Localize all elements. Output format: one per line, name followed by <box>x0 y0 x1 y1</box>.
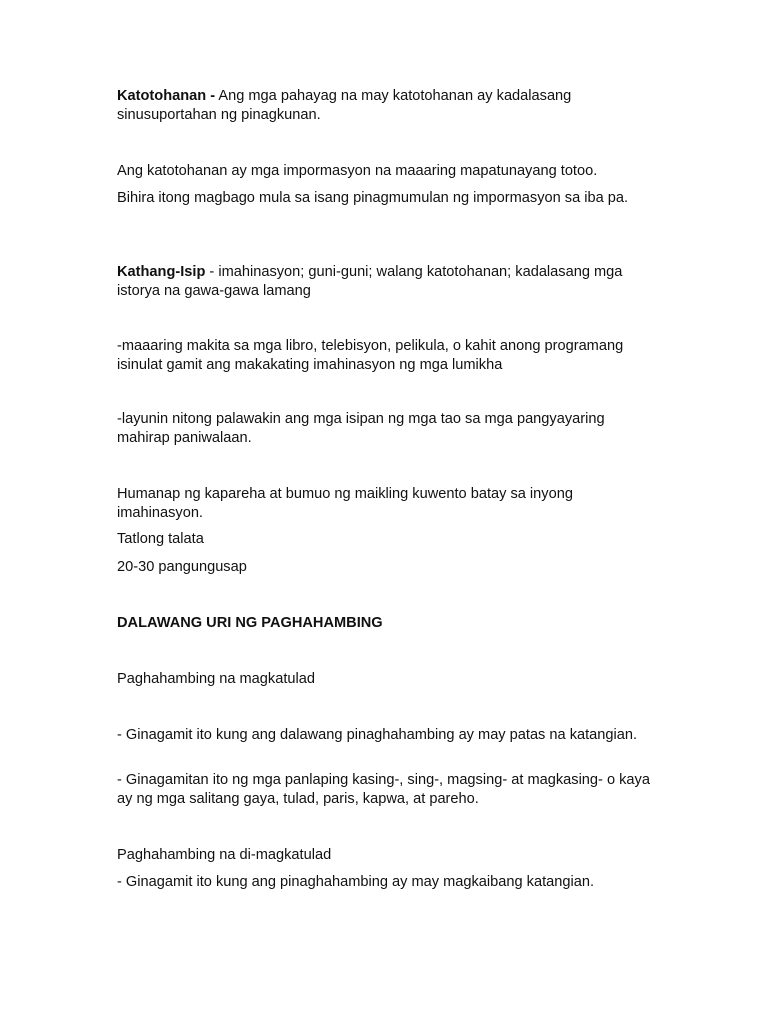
kathang-isip-definition <box>117 263 657 301</box>
section-heading: DALAWANG URI NG PAGHAHAMBING <box>117 615 383 631</box>
magkatulad-usage: - Ginagamitan ito ng mga panlaping kasing-, sing-, magsing- at magkasing- o kaya ay ng mga salitang gaya, tulad, paris, kapwa, at pareho. <box>117 772 650 807</box>
task-sentences: 20-30 pangungusap <box>117 559 247 575</box>
kathang-isip-goal: -layunin nitong palawakin ang mga isipan ng mga tao sa mga pangyayaring mahirap paniwalaan. <box>117 411 605 446</box>
kathang-isip-source: -maaaring makita sa mga libro, telebisyon, pelikula, o kahit anong programang isinulat gamit ang makakating imahinasyon ng mga lumikha <box>117 338 624 373</box>
katotohanan-note: Bihira itong magbago mula sa isang pinagmumulan ng impormasyon sa iba pa. <box>117 190 629 206</box>
katotohanan-definition-text: Ang mga pahayag na may katotohanan ay kadalasang sinusuportahan ng pinagkunan. <box>117 88 572 123</box>
task-length: Tatlong talata <box>117 531 204 547</box>
katotohanan-info: Ang katotohanan ay mga impormasyon na maaaring mapatunayang totoo. <box>117 163 598 179</box>
dimagkatulad-title: Paghahambing na di-magkatulad <box>117 847 332 863</box>
dimagkatulad-definition: - Ginagamit ito kung ang pinaghahambing ay may magkaibang katangian. <box>117 874 595 890</box>
kathang-isip-definition-text: - imahinasyon; guni-guni; walang katotohanan; kadalasang mga istorya na gawa-gawa lamang <box>117 264 623 299</box>
katotohanan-definition <box>117 87 657 125</box>
magkatulad-title: Paghahambing na magkatulad <box>117 671 315 687</box>
kathang-isip-term: Kathang-Isip <box>117 264 206 280</box>
task-instruction: Humanap ng kapareha at bumuo ng maikling kuwento batay sa inyong imahinasyon. <box>117 486 573 521</box>
katotohanan-term: Katotohanan - <box>117 88 216 104</box>
magkatulad-definition: - Ginagamit ito kung ang dalawang pinaghahambing ay may patas na katangian. <box>117 727 638 743</box>
